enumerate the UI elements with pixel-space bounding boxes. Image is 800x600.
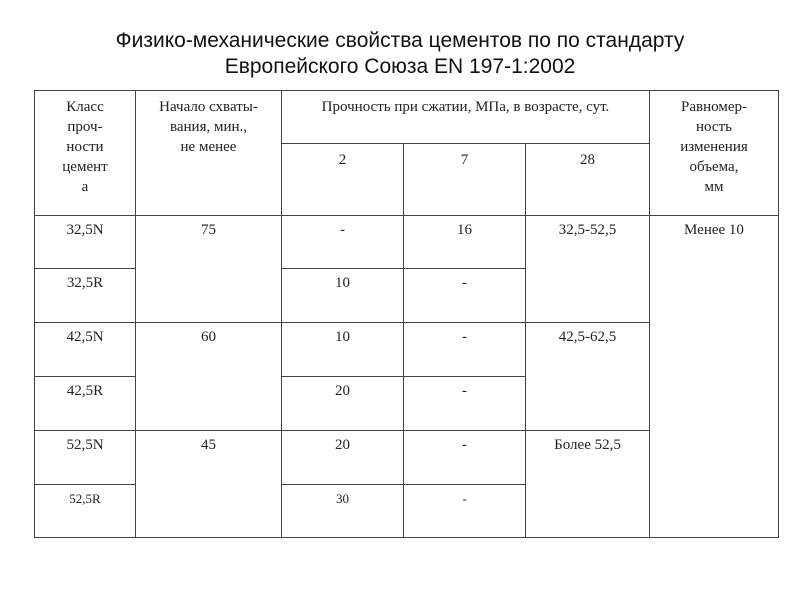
- cell-setting: 45: [136, 431, 282, 538]
- cell-class: 42,5R: [35, 377, 136, 431]
- cell-day-2: 20: [282, 431, 404, 485]
- cell-soundness: Менее 10: [650, 216, 779, 538]
- cell-day-2: 30: [282, 485, 404, 538]
- header-day-2: 2: [282, 144, 404, 216]
- cell-day-28: 32,5-52,5: [526, 216, 650, 323]
- cell-day-7: -: [404, 269, 526, 323]
- cell-setting: 75: [136, 216, 282, 323]
- cell-day-28: 42,5-62,5: [526, 323, 650, 431]
- cell-day-28: Более 52,5: [526, 431, 650, 538]
- cell-day-2: 10: [282, 269, 404, 323]
- cell-day-7: -: [404, 377, 526, 431]
- cell-day-2: 20: [282, 377, 404, 431]
- header-class: Класс проч- ности цемент а: [35, 91, 136, 216]
- cell-day-7: 16: [404, 216, 526, 269]
- header-day-28: 28: [526, 144, 650, 216]
- cell-class: 52,5N: [35, 431, 136, 485]
- header-compressive-strength: Прочность при сжатии, МПа, в возрасте, сут.: [282, 91, 650, 144]
- title-line-2: Европейского Союза EN 197-1:2002: [224, 55, 576, 78]
- header-soundness: Равномер- ность изменения объема, мм: [650, 91, 779, 216]
- cell-day-7: -: [404, 323, 526, 377]
- header-setting-time: Начало схваты- вания, мин., не менее: [136, 91, 282, 216]
- cell-setting: 60: [136, 323, 282, 431]
- cell-day-2: 10: [282, 323, 404, 377]
- title-line-1: Физико-механические свойства цементов по по стандарту: [115, 29, 685, 52]
- cell-class: 52,5R: [35, 485, 136, 538]
- cement-properties-table: [34, 90, 779, 538]
- cell-class: 32,5R: [35, 269, 136, 323]
- table-row: [35, 216, 779, 269]
- cell-day-2: -: [282, 216, 404, 269]
- cell-class: 42,5N: [35, 323, 136, 377]
- cell-class: 32,5N: [35, 216, 136, 269]
- cell-day-7: -: [404, 485, 526, 538]
- page-title: [0, 28, 800, 80]
- header-day-7: 7: [404, 144, 526, 216]
- cell-day-7: -: [404, 431, 526, 485]
